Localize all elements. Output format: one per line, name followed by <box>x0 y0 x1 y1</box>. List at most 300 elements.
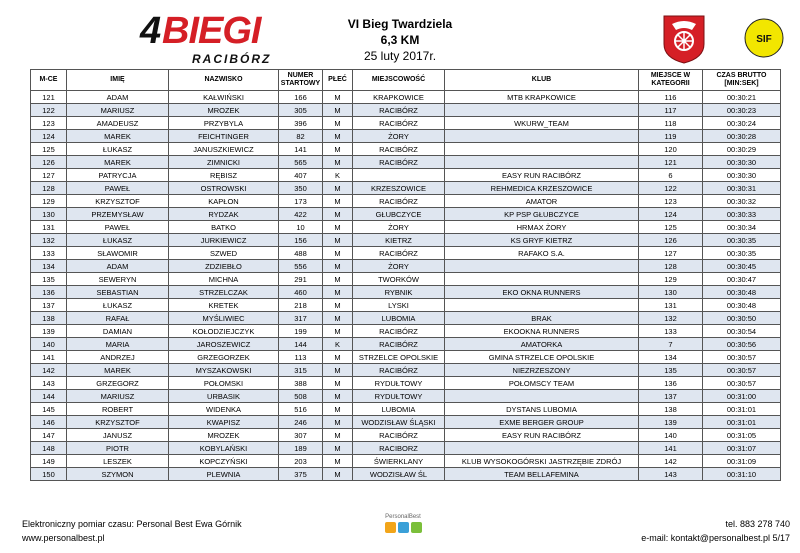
cell-first-name: AMADEUSZ <box>67 117 169 130</box>
cell-bib: 460 <box>279 286 323 299</box>
table-row <box>31 195 781 208</box>
cell-category-place: 136 <box>639 377 703 390</box>
cell-gross-time: 00:30:31 <box>703 182 781 195</box>
cell-place: 149 <box>31 455 67 468</box>
cell-last-name: RĘBISZ <box>169 169 279 182</box>
col-header-sex: PŁEĆ <box>323 70 353 91</box>
cell-category-place: 7 <box>639 338 703 351</box>
cell-gross-time: 00:31:01 <box>703 416 781 429</box>
cell-category-place: 130 <box>639 286 703 299</box>
table-row <box>31 468 781 481</box>
cell-gross-time: 00:30:50 <box>703 312 781 325</box>
col-header-club: KLUB <box>445 70 639 91</box>
cell-category-place: 119 <box>639 130 703 143</box>
cell-club: EASY RUN RACIBÓRZ <box>445 429 639 442</box>
cell-city: RACIBÓRZ <box>353 429 445 442</box>
cell-first-name: ŁUKASZ <box>67 299 169 312</box>
cell-club: NIEZRZESZONY <box>445 364 639 377</box>
cell-category-place: 128 <box>639 260 703 273</box>
cell-gross-time: 00:31:10 <box>703 468 781 481</box>
cell-category-place: 142 <box>639 455 703 468</box>
cell-category-place: 143 <box>639 468 703 481</box>
cell-last-name: FEICHTINGER <box>169 130 279 143</box>
cell-category-place: 122 <box>639 182 703 195</box>
cell-first-name: PRZEMYSŁAW <box>67 208 169 221</box>
cell-gross-time: 00:30:35 <box>703 234 781 247</box>
cell-club: KLUB WYSOKOGÓRSKI JASTRZĘBIE ZDRÓJ <box>445 455 639 468</box>
cell-last-name: KOBYLAŃSKI <box>169 442 279 455</box>
cell-place: 139 <box>31 325 67 338</box>
cell-club: EXME BERGER GROUP <box>445 416 639 429</box>
cell-last-name: ZIMNICKI <box>169 156 279 169</box>
contact-phone: tel. 883 278 740 <box>725 519 790 529</box>
cell-last-name: KAPŁON <box>169 195 279 208</box>
cell-club: EKO OKNA RUNNERS <box>445 286 639 299</box>
cell-first-name: ŁUKASZ <box>67 234 169 247</box>
cell-city <box>353 169 445 182</box>
cell-bib: 396 <box>279 117 323 130</box>
cell-sex: M <box>323 286 353 299</box>
cell-bib: 291 <box>279 273 323 286</box>
cell-place: 126 <box>31 156 67 169</box>
cell-bib: 565 <box>279 156 323 169</box>
cell-sex: M <box>323 156 353 169</box>
cell-gross-time: 00:30:30 <box>703 169 781 182</box>
cell-category-place: 120 <box>639 143 703 156</box>
timing-credit: Elektroniczny pomiar czasu: Personal Best Ewa Górnik <box>22 519 242 529</box>
cell-first-name: ADAM <box>67 91 169 104</box>
cell-last-name: JANUSZKIEWICZ <box>169 143 279 156</box>
cell-bib: 203 <box>279 455 323 468</box>
cell-category-place: 141 <box>639 442 703 455</box>
cell-category-place: 140 <box>639 429 703 442</box>
cell-last-name: KWAPISZ <box>169 416 279 429</box>
cell-city: WODZISŁAW ŚLĄSKI <box>353 416 445 429</box>
table-row <box>31 403 781 416</box>
cell-first-name: SEBASTIAN <box>67 286 169 299</box>
cell-bib: 144 <box>279 338 323 351</box>
cell-club <box>445 442 639 455</box>
cell-first-name: KRZYSZTOF <box>67 195 169 208</box>
cell-bib: 82 <box>279 130 323 143</box>
cell-city: RACIBÓRZ <box>353 325 445 338</box>
bike-icon <box>398 522 409 533</box>
cell-place: 137 <box>31 299 67 312</box>
col-header-category-place: MIEJSCE W KATEGORII <box>639 70 703 91</box>
cell-bib: 189 <box>279 442 323 455</box>
cell-club: REHMEDICA KRZESZOWICE <box>445 182 639 195</box>
cell-place: 122 <box>31 104 67 117</box>
cell-city: LUBOMIA <box>353 312 445 325</box>
cell-bib: 556 <box>279 260 323 273</box>
table-row <box>31 247 781 260</box>
cell-last-name: PLEWNIA <box>169 468 279 481</box>
cell-first-name: SŁAWOMIR <box>67 247 169 260</box>
cell-sex: M <box>323 234 353 247</box>
cell-last-name: KRETEK <box>169 299 279 312</box>
cell-last-name: POŁOMSKI <box>169 377 279 390</box>
cell-sex: K <box>323 338 353 351</box>
cell-bib: 422 <box>279 208 323 221</box>
cell-sex: M <box>323 91 353 104</box>
cell-gross-time: 00:30:23 <box>703 104 781 117</box>
cell-last-name: STRZELCZAK <box>169 286 279 299</box>
cell-last-name: MROZEK <box>169 429 279 442</box>
table-row <box>31 182 781 195</box>
cell-place: 132 <box>31 234 67 247</box>
cell-gross-time: 00:30:33 <box>703 208 781 221</box>
cell-place: 145 <box>31 403 67 416</box>
cell-place: 131 <box>31 221 67 234</box>
cell-last-name: MYSZAKOWSKI <box>169 364 279 377</box>
cell-city: RYDUŁTOWY <box>353 377 445 390</box>
cell-last-name: MYŚLIWIEC <box>169 312 279 325</box>
table-row <box>31 130 781 143</box>
table-row <box>31 377 781 390</box>
cell-sex: M <box>323 260 353 273</box>
cell-last-name: ZDZIEBŁO <box>169 260 279 273</box>
cell-first-name: MAREK <box>67 130 169 143</box>
cell-bib: 350 <box>279 182 323 195</box>
cell-bib: 508 <box>279 390 323 403</box>
cell-sex: M <box>323 312 353 325</box>
4biegi-logo <box>140 10 280 66</box>
cell-first-name: ANDRZEJ <box>67 351 169 364</box>
cell-club <box>445 390 639 403</box>
table-row <box>31 169 781 182</box>
cell-last-name: PRZYBYLA <box>169 117 279 130</box>
cell-city: ŻORY <box>353 130 445 143</box>
cell-bib: 315 <box>279 364 323 377</box>
run-icon <box>411 522 422 533</box>
cell-bib: 218 <box>279 299 323 312</box>
cell-category-place: 125 <box>639 221 703 234</box>
cell-place: 142 <box>31 364 67 377</box>
cell-place: 136 <box>31 286 67 299</box>
table-body <box>31 91 781 481</box>
table-row <box>31 234 781 247</box>
cell-category-place: 117 <box>639 104 703 117</box>
cell-bib: 156 <box>279 234 323 247</box>
cell-city: RYBNIK <box>353 286 445 299</box>
cell-place: 123 <box>31 117 67 130</box>
cell-bib: 246 <box>279 416 323 429</box>
logo-city: RACIBÓRZ <box>192 52 272 66</box>
cell-first-name: MAREK <box>67 364 169 377</box>
cell-club: EASY RUN RACIBÓRZ <box>445 169 639 182</box>
personal-best-logo <box>378 514 428 544</box>
cell-sex: M <box>323 468 353 481</box>
cell-bib: 388 <box>279 377 323 390</box>
cell-sex: M <box>323 247 353 260</box>
cell-category-place: 116 <box>639 91 703 104</box>
col-header-bib: NUMER STARTOWY <box>279 70 323 91</box>
logo-word: BIEGI <box>162 10 261 52</box>
cell-place: 134 <box>31 260 67 273</box>
cell-club <box>445 156 639 169</box>
swim-icon <box>385 522 396 533</box>
table-row <box>31 429 781 442</box>
cell-last-name: MROZEK <box>169 104 279 117</box>
cell-place: 127 <box>31 169 67 182</box>
cell-city: GŁUBCZYCE <box>353 208 445 221</box>
cell-gross-time: 00:30:35 <box>703 247 781 260</box>
cell-gross-time: 00:30:34 <box>703 221 781 234</box>
cell-city: RYDUŁTOWY <box>353 390 445 403</box>
cell-sex: M <box>323 455 353 468</box>
cell-bib: 10 <box>279 221 323 234</box>
event-date: 25 luty 2017r. <box>363 49 437 63</box>
col-header-last-name: NAZWISKO <box>169 70 279 91</box>
cell-sex: M <box>323 104 353 117</box>
cell-first-name: ŁUKASZ <box>67 143 169 156</box>
cell-first-name: ROBERT <box>67 403 169 416</box>
table-row <box>31 260 781 273</box>
cell-first-name: MARIA <box>67 338 169 351</box>
cell-sex: M <box>323 182 353 195</box>
cell-club: WKURW_TEAM <box>445 117 639 130</box>
cell-gross-time: 00:30:30 <box>703 156 781 169</box>
cell-last-name: BATKO <box>169 221 279 234</box>
cell-gross-time: 00:30:28 <box>703 130 781 143</box>
cell-city: LYSKI <box>353 299 445 312</box>
cell-sex: M <box>323 208 353 221</box>
cell-city: LUBOMIA <box>353 403 445 416</box>
cell-bib: 317 <box>279 312 323 325</box>
cell-club: MTB KRAPKOWICE <box>445 91 639 104</box>
cell-place: 146 <box>31 416 67 429</box>
cell-bib: 307 <box>279 429 323 442</box>
contact-email-page: e-mail: kontakt@personalbest.pl 5/17 <box>641 533 790 543</box>
cell-category-place: 133 <box>639 325 703 338</box>
table-row <box>31 221 781 234</box>
cell-club <box>445 273 639 286</box>
cell-gross-time: 00:30:24 <box>703 117 781 130</box>
table-row <box>31 390 781 403</box>
cell-bib: 141 <box>279 143 323 156</box>
cell-place: 129 <box>31 195 67 208</box>
cell-first-name: KRZYSZTOF <box>67 416 169 429</box>
cell-club <box>445 130 639 143</box>
cell-sex: M <box>323 364 353 377</box>
cell-first-name: SZYMON <box>67 468 169 481</box>
cell-gross-time: 00:31:07 <box>703 442 781 455</box>
table-row <box>31 91 781 104</box>
cell-sex: M <box>323 429 353 442</box>
cell-gross-time: 00:30:54 <box>703 325 781 338</box>
cell-club <box>445 143 639 156</box>
cell-bib: 113 <box>279 351 323 364</box>
cell-gross-time: 00:30:56 <box>703 338 781 351</box>
cell-last-name: OSTROWSKI <box>169 182 279 195</box>
cell-gross-time: 00:30:57 <box>703 364 781 377</box>
cell-sex: M <box>323 403 353 416</box>
cell-club: DYSTANS LUBOMIA <box>445 403 639 416</box>
cell-club: RAFAKO S.A. <box>445 247 639 260</box>
table-row <box>31 299 781 312</box>
col-header-gross-time: CZAS BRUTTO [MIN:SEK] <box>703 70 781 91</box>
cell-first-name: GRZEGORZ <box>67 377 169 390</box>
cell-first-name: LESZEK <box>67 455 169 468</box>
col-header-first-name: IMIĘ <box>67 70 169 91</box>
table-row <box>31 117 781 130</box>
cell-last-name: GRZEGORZEK <box>169 351 279 364</box>
cell-gross-time: 00:30:48 <box>703 286 781 299</box>
cell-bib: 173 <box>279 195 323 208</box>
cell-sex: M <box>323 377 353 390</box>
col-header-city: MIEJSCOWOŚĆ <box>353 70 445 91</box>
cell-first-name: ADAM <box>67 260 169 273</box>
cell-place: 144 <box>31 390 67 403</box>
cell-city: KRZESZOWICE <box>353 182 445 195</box>
cell-gross-time: 00:30:32 <box>703 195 781 208</box>
cell-bib: 516 <box>279 403 323 416</box>
table-row <box>31 442 781 455</box>
cell-sex: M <box>323 130 353 143</box>
results-table <box>30 69 781 481</box>
cell-club: AMATOR <box>445 195 639 208</box>
cell-bib: 488 <box>279 247 323 260</box>
cell-city: ŻORY <box>353 260 445 273</box>
cell-place: 124 <box>31 130 67 143</box>
table-row <box>31 325 781 338</box>
cell-club: BRAK <box>445 312 639 325</box>
cell-first-name: RAFAŁ <box>67 312 169 325</box>
cell-last-name: SZWED <box>169 247 279 260</box>
cell-last-name: MICHNA <box>169 273 279 286</box>
cell-first-name: MARIUSZ <box>67 390 169 403</box>
cell-city: WODZISŁAW ŚL <box>353 468 445 481</box>
sponsor-logo-text: SIF <box>756 34 772 45</box>
cell-last-name: KOŁODZIEJCZYK <box>169 325 279 338</box>
cell-place: 133 <box>31 247 67 260</box>
cell-sex: K <box>323 169 353 182</box>
cell-place: 135 <box>31 273 67 286</box>
cell-last-name: JAROSZEWICZ <box>169 338 279 351</box>
cell-city: RACIBÓRZ <box>353 195 445 208</box>
table-row <box>31 312 781 325</box>
table-row <box>31 338 781 351</box>
cell-last-name: JURKIEWICZ <box>169 234 279 247</box>
table-row <box>31 351 781 364</box>
cell-sex: M <box>323 416 353 429</box>
cell-sex: M <box>323 299 353 312</box>
table-row <box>31 104 781 117</box>
cell-place: 147 <box>31 429 67 442</box>
cell-last-name: URBASIK <box>169 390 279 403</box>
cell-sex: M <box>323 351 353 364</box>
col-header-place: M-CE <box>31 70 67 91</box>
cell-bib: 166 <box>279 91 323 104</box>
website-link[interactable]: www.personalbest.pl <box>22 533 105 543</box>
table-row <box>31 455 781 468</box>
cell-place: 138 <box>31 312 67 325</box>
cell-last-name: KAŁWIŃSKI <box>169 91 279 104</box>
cell-city: RACIBÓRZ <box>353 338 445 351</box>
table-row <box>31 273 781 286</box>
cell-city: RACIBÓRZ <box>353 104 445 117</box>
raciborz-crest-icon <box>660 14 708 64</box>
cell-category-place: 131 <box>639 299 703 312</box>
cell-sex: M <box>323 325 353 338</box>
cell-sex: M <box>323 442 353 455</box>
cell-first-name: MAREK <box>67 156 169 169</box>
cell-place: 121 <box>31 91 67 104</box>
cell-place: 130 <box>31 208 67 221</box>
cell-category-place: 124 <box>639 208 703 221</box>
cell-sex: M <box>323 390 353 403</box>
cell-city: ŚWIERKLANY <box>353 455 445 468</box>
cell-first-name: PATRYCJA <box>67 169 169 182</box>
cell-category-place: 138 <box>639 403 703 416</box>
cell-place: 150 <box>31 468 67 481</box>
cell-city: KIETRZ <box>353 234 445 247</box>
cell-gross-time: 00:30:57 <box>703 377 781 390</box>
cell-last-name: WIDENKA <box>169 403 279 416</box>
cell-gross-time: 00:30:47 <box>703 273 781 286</box>
cell-club <box>445 104 639 117</box>
cell-bib: 375 <box>279 468 323 481</box>
cell-category-place: 6 <box>639 169 703 182</box>
cell-club: KP PSP GŁUBCZYCE <box>445 208 639 221</box>
cell-sex: M <box>323 221 353 234</box>
cell-category-place: 134 <box>639 351 703 364</box>
cell-city: RACIBÓRZ <box>353 247 445 260</box>
cell-gross-time: 00:30:57 <box>703 351 781 364</box>
cell-city: RACIBORZ <box>353 442 445 455</box>
cell-city: RACIBÓRZ <box>353 117 445 130</box>
cell-first-name: PAWEŁ <box>67 182 169 195</box>
cell-category-place: 135 <box>639 364 703 377</box>
cell-first-name: MARIUSZ <box>67 104 169 117</box>
cell-gross-time: 00:31:09 <box>703 455 781 468</box>
table-row <box>31 286 781 299</box>
cell-sex: M <box>323 195 353 208</box>
cell-city: RACIBÓRZ <box>353 156 445 169</box>
cell-sex: M <box>323 273 353 286</box>
sponsor-logo-icon <box>744 18 784 58</box>
cell-place: 141 <box>31 351 67 364</box>
cell-club: AMATORKA <box>445 338 639 351</box>
cell-gross-time: 00:31:01 <box>703 403 781 416</box>
cell-sex: M <box>323 143 353 156</box>
cell-last-name: KOPCZYŃSKI <box>169 455 279 468</box>
cell-city: RACIBÓRZ <box>353 143 445 156</box>
cell-gross-time: 00:30:45 <box>703 260 781 273</box>
cell-club: TEAM BELLAFEMINA <box>445 468 639 481</box>
cell-club: EKOOKNA RUNNERS <box>445 325 639 338</box>
cell-category-place: 121 <box>639 156 703 169</box>
cell-first-name: JANUSZ <box>67 429 169 442</box>
table-row <box>31 143 781 156</box>
cell-category-place: 139 <box>639 416 703 429</box>
table-header-row <box>31 70 781 91</box>
cell-city: STRZELCE OPOLSKIE <box>353 351 445 364</box>
cell-place: 128 <box>31 182 67 195</box>
cell-bib: 305 <box>279 104 323 117</box>
table-row <box>31 416 781 429</box>
cell-gross-time: 00:30:29 <box>703 143 781 156</box>
cell-sex: M <box>323 117 353 130</box>
cell-place: 140 <box>31 338 67 351</box>
cell-gross-time: 00:31:05 <box>703 429 781 442</box>
cell-gross-time: 00:30:48 <box>703 299 781 312</box>
cell-last-name: RYDZAK <box>169 208 279 221</box>
cell-club <box>445 260 639 273</box>
event-distance: 6,3 KM <box>380 33 420 47</box>
cell-place: 148 <box>31 442 67 455</box>
cell-first-name: PIOTR <box>67 442 169 455</box>
